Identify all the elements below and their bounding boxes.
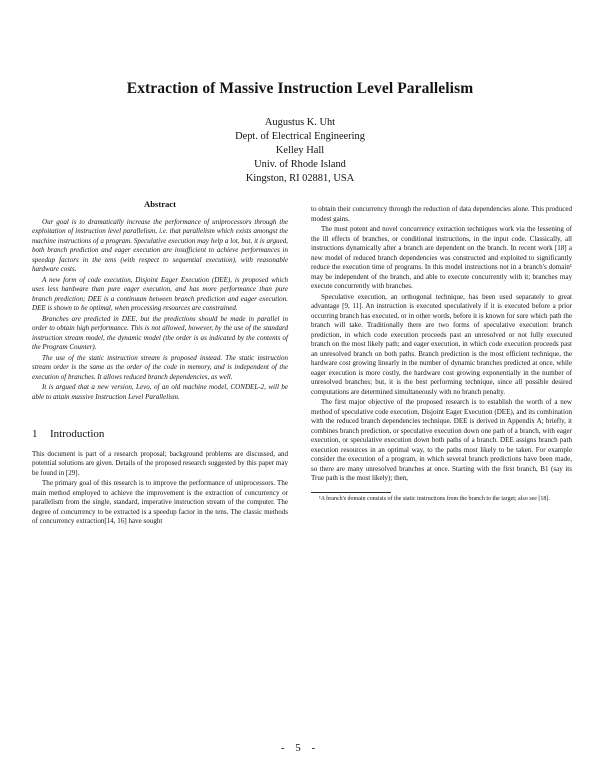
body-paragraph: The primary goal of this research is to improve the performance of uniprocessors. The main method employed to achieve the improvement is the extraction of concurrency or parallelism from the single, standard, imperative instruction stream of the computer. The degree of concurrency to be extracted is a speedup factor in the tens. The classic methods of concurrency extraction[14, 16] have sought xyxy=(32,479,288,525)
left-column xyxy=(32,200,288,527)
page-number: - 5 - xyxy=(280,742,320,754)
author-name: Augustus K. Uht xyxy=(264,117,336,128)
abstract-heading: Abstract xyxy=(144,199,176,209)
abstract-paragraph: The use of the static instruction stream is proposed instead. The static instruction stream order is the same as the order of the code in memory, and is independent of the execution of branches. It allows reduced branch dependencies, as well. xyxy=(32,353,288,381)
section-number: 1 xyxy=(32,428,38,440)
body-paragraph: to obtain their concurrency through the reduction of data dependencies alone. This produced modest gains. xyxy=(311,205,572,223)
paper-title: Extraction of Massive Instruction Level Parallelism xyxy=(126,80,474,97)
author-block xyxy=(0,116,600,186)
body-paragraph: The first major objective of the proposed research is to establish the worth of a new method of speculative code execution, Disjoint Eager Execution (DEE), and its combination with the reduced branch dependencies technique. DEE is derived in Appendix A; briefly, it combines branch prediction, or speculative execution down one path of a branch, with eager execution, or speculative execution down both paths of a branch. DEE assigns branch path execution resources in an optimal way, to the paths most likely to be taken. For example consider the execution of a program, in which several branch predictions have been made, so there are many unresolved branches at once. Starting with the first branch, B1 (say its True path is the most likely); then, xyxy=(311,398,572,482)
body-paragraph: This document is part of a research proposal; background problems are discussed, and potential solutions are given. Details of the proposed research suggested by this paper may be found in [29]. xyxy=(32,449,288,477)
section-heading xyxy=(32,430,288,440)
author-building: Kelley Hall xyxy=(275,145,325,156)
author-university: Univ. of Rhode Island xyxy=(254,159,346,170)
footnote: ¹A branch's domain consists of the static instructions from the branch to the target; also see [18]. xyxy=(319,495,550,502)
body-paragraph: Speculative execution, an orthogonal technique, has been used separately to great advantage [9, 11]. An instruction is executed speculatively if it is executed before a prior occurring branch has executed, or in other words, before it is known for sure which path the branch will take. Traditionally there are two forms of speculative execution: branch prediction, in which code execution proceeds past an unresolved or not fully executed branch on the most likely path; and eager execution, in which code execution proceeds past an unresolved branch on both paths. Branch prediction is the most efficient technique, the hardware cost growing linearly in the number of dynamic branches predicted at once, while eager execution is more costly, the hardware cost growing exponentially in the number of unresolved branches; but, it is the best performing technique, since all possible desired computations are determined simultaneously with no branch penalty. xyxy=(311,292,572,396)
author-city: Kingston, RI 02881, USA xyxy=(245,173,355,184)
abstract-paragraph: Branches are predicted in DEE, but the predictions should be made in parallel in order to obtain high performance. This is not allowed, however, by the use of the standard instruction stream model, the dynamic model (the order is as indicated by the contents of the Program Counter). xyxy=(32,314,288,351)
body-paragraph: The most potent and novel concurrency extraction techniques work via the lessening of the ill effects of branches, or conditional instructions, in the input code. Classically, all instructions dynamically after a branch are dependent on the branch. In recent work [18] a new model of reduced branch dependencies was constructed and exploited to significantly reduce the execution time of programs. In this model instructions not in a branch's domain¹ may be independent of the branch, and able to execute concurrently with it; branches may execute concurrently with branches. xyxy=(311,225,572,290)
right-column xyxy=(311,205,572,503)
abstract-paragraph: It is argued that a new version, Levo, of an old machine model, CONDEL-2, will be able to attain massive Instruction Level Parallelism. xyxy=(32,383,288,401)
abstract-paragraph: A new form of code execution, Disjoint Eager Execution (DEE), is proposed which uses less hardware than pure eager execution, and has more performance than pure branch prediction; DEE is a continuum between branch prediction and eager execution. DEE is shown to be optimal, when processing resources are constrained. xyxy=(32,275,288,312)
footnote-rule xyxy=(311,492,391,493)
section-title: Introduction xyxy=(50,428,105,440)
abstract-paragraph: Our goal is to dramatically increase the performance of uniprocessors through the exploitation of instruction level parallelism, i.e. that parallelism which exists amongst the machine instructions of a program. Speculative execution may help a lot, but, it is argued, both branch prediction and eager execution are insufficient to achieve performances in speedup factors in the tens (with respect to sequential execution), with reasonable hardware costs. xyxy=(32,217,288,273)
author-dept: Dept. of Electrical Engineering xyxy=(235,131,365,142)
